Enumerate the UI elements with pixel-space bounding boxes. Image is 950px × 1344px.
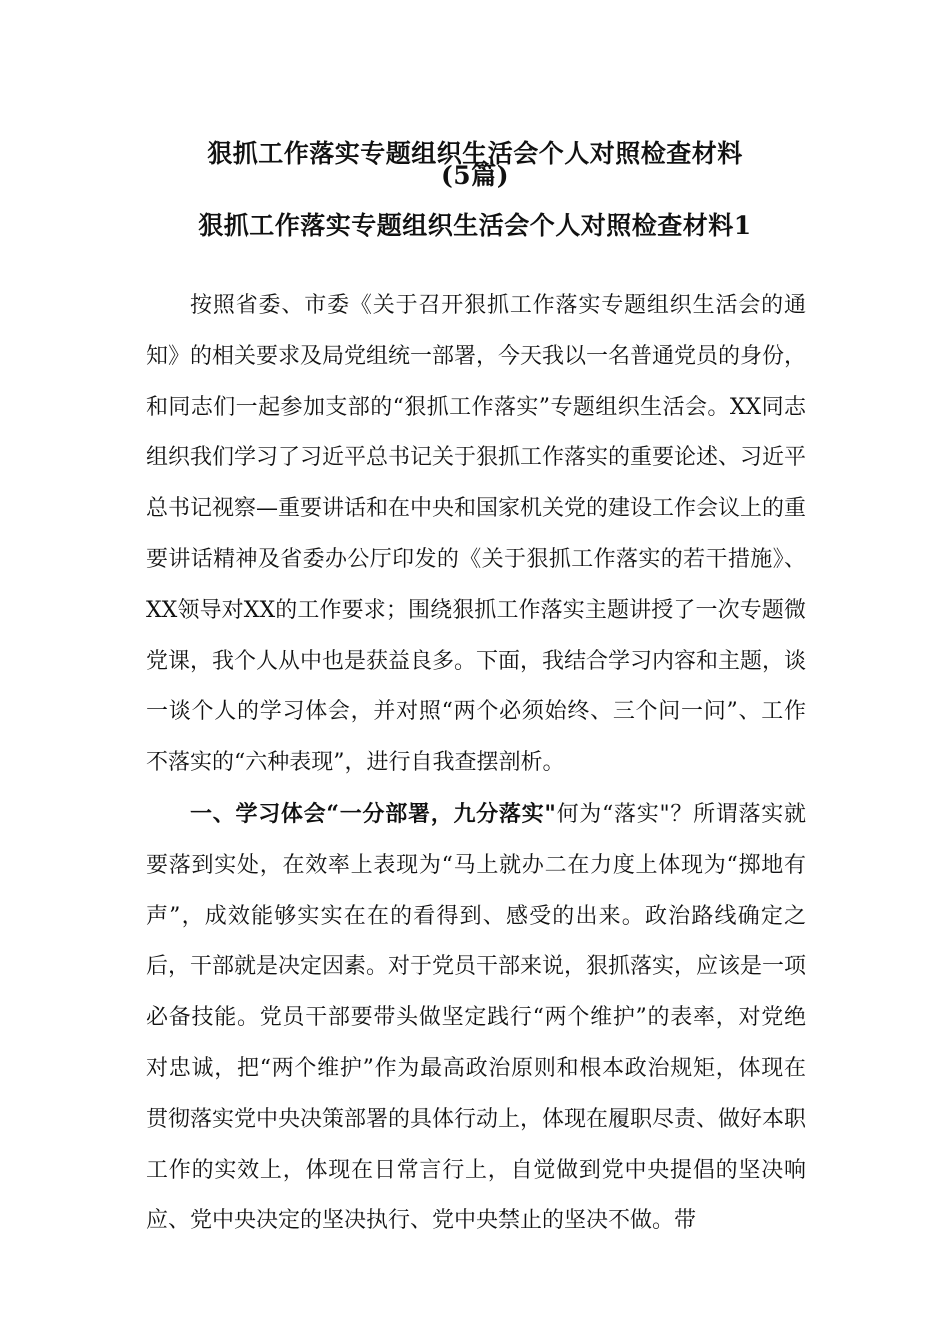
document-subtitle: 狠抓工作落实专题组织生活会个人对照检查材料1 [198, 211, 752, 240]
document-title: 狠抓工作落实专题组织生活会个人对照检查材料 [207, 139, 743, 168]
paragraph-intro: 按照省委、市委《关于召开狠抓工作落实专题组织生活会的通知》的相关要求及局党组统一部署，今天我以一名普通党员的身份，和同志们一起参加支部的“狠抓工作落实”专题组织生活会。XX同志组织我们学习了习近平总书记关于狠抓工作落实的重要论述、习近平总书记视察—重要讲话和在中央和国家机关党的建设工作会议上的重要讲话精神及省委办公厅印发的《关于狠抓工作落实的若干措施》、XX领导对XX的工作要求；围绕狠抓工作落实主题讲授了一次专题微党课，我个人从中也是获益良多。下面，我结合学习内容和主题，谈一谈个人的学习体会，并对照“两个必须始终、三个问一问”、工作不落实的“六种表现”，进行自我查摆剖析。 [146, 293, 807, 776]
section-1-text: 何为“落实"？所谓落实就要落到实处，在效率上表现为“马上就办二在力度上体现为“掷地有声”，成效能够实实在在的看得到、感受的出来。政治路线确定之后，干部就是决定因素。对于党员干部来说，狠抓落实，应该是一项必备技能。党员干部要带头做坚定践行“两个维护”的表率，对党绝对忠诚，把“两个维护”作为最高政治原则和根本政治规矩，体现在贯彻落实党中央决策部署的具体行动上，体现在履职尽责、做好本职工作的实效上，体现在日常言行上，自觉做到党中央提倡的坚决响应、党中央决定的坚决执行、党中央禁止的坚决不做。带 [146, 801, 807, 1234]
document-title-count: (5篇) [440, 161, 510, 190]
section-1-heading: 一、学习体会“一分部署，九分落实" [190, 800, 556, 827]
paragraph-section-1 [146, 789, 806, 1247]
document-body [146, 281, 806, 1247]
